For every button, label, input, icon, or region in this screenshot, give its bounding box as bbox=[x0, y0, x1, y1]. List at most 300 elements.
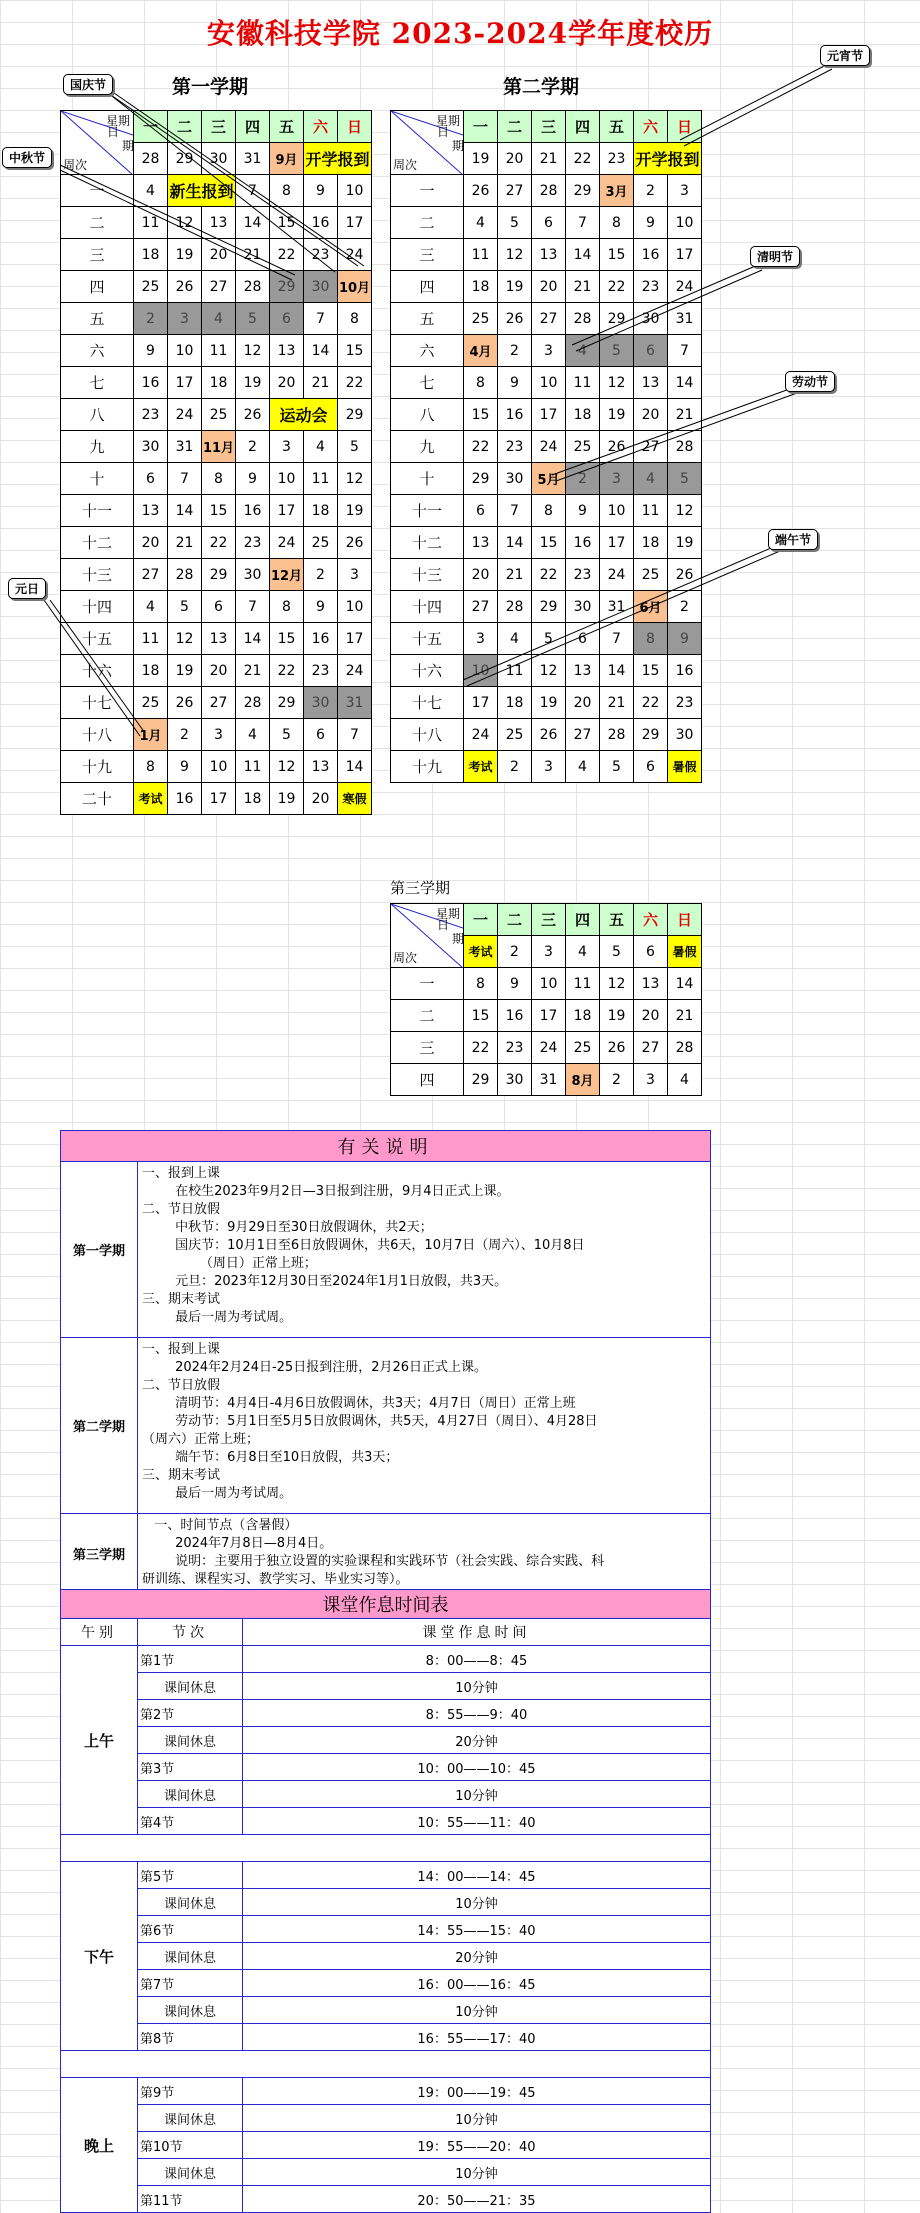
week-row bbox=[61, 207, 372, 239]
day-cell: 2 bbox=[566, 463, 600, 495]
day-cell: 28 bbox=[566, 303, 600, 335]
weekday-header: 一 bbox=[464, 111, 498, 143]
day-cell: 11 bbox=[202, 335, 236, 367]
day-cell: 27 bbox=[634, 1032, 668, 1064]
session-label: 第9节 bbox=[138, 2078, 243, 2105]
week-row bbox=[391, 367, 702, 399]
weekday-header: 五 bbox=[600, 904, 634, 936]
week-number: 一 bbox=[391, 968, 464, 1000]
day-cell: 4 bbox=[134, 175, 168, 207]
week-number: 一 bbox=[61, 175, 134, 207]
weekday-header: 三 bbox=[532, 111, 566, 143]
week-number: 三 bbox=[61, 239, 134, 271]
day-cell: 25 bbox=[202, 399, 236, 431]
day-cell: 暑假 bbox=[668, 936, 702, 968]
day-cell: 17 bbox=[202, 783, 236, 815]
week-number: 十七 bbox=[61, 687, 134, 719]
day-cell: 29 bbox=[464, 1064, 498, 1096]
day-cell: 11 bbox=[304, 463, 338, 495]
weekday-header: 六 bbox=[634, 111, 668, 143]
day-cell: 13 bbox=[202, 207, 236, 239]
day-cell: 13 bbox=[566, 655, 600, 687]
day-cell: 11 bbox=[134, 623, 168, 655]
period-label: 下午 bbox=[61, 1862, 138, 2051]
time-value: 8：55——9：40 bbox=[243, 1700, 711, 1727]
day-cell: 10 bbox=[338, 591, 372, 623]
day-cell: 3月 bbox=[600, 175, 634, 207]
time-value: 16：55——17：40 bbox=[243, 2024, 711, 2051]
time-value: 14：00——14：45 bbox=[243, 1862, 711, 1889]
time-value: 14：55——15：40 bbox=[243, 1916, 711, 1943]
notes-sem3-label: 第三学期 bbox=[61, 1514, 138, 1594]
day-cell: 14 bbox=[236, 207, 270, 239]
day-cell: 8月 bbox=[566, 1064, 600, 1096]
day-cell: 31 bbox=[668, 303, 702, 335]
day-cell: 15 bbox=[270, 207, 304, 239]
week-number: 一 bbox=[391, 175, 464, 207]
day-cell: 8 bbox=[202, 463, 236, 495]
week-row bbox=[391, 1064, 702, 1096]
week-number: 十一 bbox=[61, 495, 134, 527]
day-cell: 9 bbox=[566, 495, 600, 527]
day-cell: 30 bbox=[202, 143, 236, 175]
day-cell: 23 bbox=[668, 687, 702, 719]
day-cell: 31 bbox=[600, 591, 634, 623]
week-row bbox=[61, 623, 372, 655]
day-cell: 10 bbox=[464, 655, 498, 687]
day-cell: 13 bbox=[634, 968, 668, 1000]
day-cell: 6月 bbox=[634, 591, 668, 623]
time-value: 16：00——16：45 bbox=[243, 1970, 711, 1997]
day-cell: 19 bbox=[168, 655, 202, 687]
day-cell: 8 bbox=[134, 751, 168, 783]
day-cell: 13 bbox=[202, 623, 236, 655]
day-cell: 19 bbox=[498, 271, 532, 303]
week-row bbox=[61, 719, 372, 751]
week-number: 十二 bbox=[61, 527, 134, 559]
day-cell: 16 bbox=[498, 1000, 532, 1032]
day-cell: 12 bbox=[532, 655, 566, 687]
day-cell: 12 bbox=[168, 623, 202, 655]
day-cell: 21 bbox=[236, 239, 270, 271]
corner-date-label-2: 期 bbox=[451, 932, 464, 946]
corner-weekday-label: 星期 bbox=[435, 114, 460, 128]
week-number: 五 bbox=[61, 303, 134, 335]
callout-yuandan: 元日 bbox=[8, 578, 46, 599]
day-cell: 20 bbox=[270, 367, 304, 399]
week-number: 十五 bbox=[61, 623, 134, 655]
weekday-header: 日 bbox=[338, 111, 372, 143]
notes-sem2-text: 一、报到上课 2024年2月24日-25日报到注册，2月26日正式上课。 二、节日放假 清明节：4月4日-4月6日放假调休，共3天；4月7日（周日）正常上班 劳动节：5月1日至5月5日放假调休，共5天，4月27日（周日）、4月28日 （周六）正常上班； 端午节：6月8日至10日放假，共3天； 三、期末考试 最后一周为考试周。 bbox=[138, 1338, 711, 1514]
day-cell: 24 bbox=[600, 559, 634, 591]
schedule-spacer bbox=[61, 2051, 711, 2078]
week-number: 十六 bbox=[61, 655, 134, 687]
time-value: 10分钟 bbox=[243, 2159, 711, 2186]
weekday-header: 二 bbox=[498, 904, 532, 936]
day-cell: 15 bbox=[202, 495, 236, 527]
sem1-calendar bbox=[60, 110, 372, 815]
day-cell: 16 bbox=[168, 783, 202, 815]
week-row bbox=[61, 559, 372, 591]
day-cell: 4 bbox=[134, 591, 168, 623]
break-label: 课间休息 bbox=[138, 1727, 243, 1754]
week-row bbox=[61, 431, 372, 463]
day-cell: 19 bbox=[464, 143, 498, 175]
schedule-row bbox=[61, 1943, 711, 1970]
day-cell: 14 bbox=[236, 623, 270, 655]
weekday-header: 二 bbox=[498, 111, 532, 143]
day-cell: 17 bbox=[532, 1000, 566, 1032]
week-row bbox=[391, 271, 702, 303]
day-cell: 11 bbox=[134, 207, 168, 239]
day-cell: 25 bbox=[634, 559, 668, 591]
day-cell: 6 bbox=[532, 207, 566, 239]
day-cell: 6 bbox=[134, 463, 168, 495]
schedule-row bbox=[61, 1700, 711, 1727]
day-cell: 24 bbox=[338, 239, 372, 271]
corner-header bbox=[391, 904, 464, 968]
day-cell: 7 bbox=[668, 335, 702, 367]
day-cell: 12 bbox=[338, 463, 372, 495]
week-number: 二 bbox=[391, 207, 464, 239]
day-cell: 24 bbox=[270, 527, 304, 559]
day-cell: 18 bbox=[464, 271, 498, 303]
day-cell: 20 bbox=[634, 1000, 668, 1032]
time-value: 10分钟 bbox=[243, 1889, 711, 1916]
week-row bbox=[391, 207, 702, 239]
day-cell: 18 bbox=[134, 655, 168, 687]
week-number: 二十 bbox=[61, 783, 134, 815]
day-cell: 29 bbox=[168, 143, 202, 175]
day-cell: 30 bbox=[668, 719, 702, 751]
week-number: 九 bbox=[61, 431, 134, 463]
day-cell: 20 bbox=[202, 655, 236, 687]
day-cell: 6 bbox=[634, 751, 668, 783]
day-cell: 26 bbox=[464, 175, 498, 207]
day-cell: 5 bbox=[338, 431, 372, 463]
schedule-row bbox=[61, 1970, 711, 1997]
week-row bbox=[391, 303, 702, 335]
schedule-row bbox=[61, 1997, 711, 2024]
day-cell: 26 bbox=[600, 1032, 634, 1064]
day-cell: 22 bbox=[532, 559, 566, 591]
week-number: 十八 bbox=[391, 719, 464, 751]
day-cell: 2 bbox=[634, 175, 668, 207]
day-cell: 14 bbox=[168, 495, 202, 527]
day-cell: 23 bbox=[304, 239, 338, 271]
day-cell: 15 bbox=[270, 623, 304, 655]
day-cell: 6 bbox=[304, 719, 338, 751]
callout-guoqing: 国庆节 bbox=[63, 74, 113, 95]
day-cell: 12 bbox=[236, 335, 270, 367]
day-cell: 16 bbox=[304, 207, 338, 239]
week-row bbox=[391, 655, 702, 687]
day-cell: 25 bbox=[464, 303, 498, 335]
schedule-row bbox=[61, 2078, 711, 2105]
col-session: 节次 bbox=[138, 1619, 243, 1646]
day-cell: 6 bbox=[270, 303, 304, 335]
week-row bbox=[391, 399, 702, 431]
day-cell: 6 bbox=[566, 623, 600, 655]
day-cell: 13 bbox=[532, 239, 566, 271]
week-number: 二 bbox=[391, 1000, 464, 1032]
week-number: 八 bbox=[61, 399, 134, 431]
day-cell: 28 bbox=[668, 431, 702, 463]
day-cell: 25 bbox=[566, 1032, 600, 1064]
day-cell: 26 bbox=[600, 431, 634, 463]
week-number: 十 bbox=[391, 463, 464, 495]
schedule-row bbox=[61, 1646, 711, 1673]
weekday-header: 二 bbox=[168, 111, 202, 143]
corner-date-label: 日 bbox=[436, 125, 449, 139]
day-cell: 27 bbox=[202, 687, 236, 719]
day-cell: 10 bbox=[668, 207, 702, 239]
day-cell: 22 bbox=[202, 527, 236, 559]
day-cell: 17 bbox=[338, 623, 372, 655]
week-number: 三 bbox=[391, 239, 464, 271]
time-value: 20：50——21：35 bbox=[243, 2186, 711, 2213]
day-cell: 18 bbox=[134, 239, 168, 271]
schedule-header: 课堂作息时间表 bbox=[61, 1590, 711, 1619]
day-cell: 24 bbox=[532, 1032, 566, 1064]
week-number: 四 bbox=[391, 271, 464, 303]
week-number: 十三 bbox=[61, 559, 134, 591]
day-cell: 4 bbox=[566, 936, 600, 968]
break-label: 课间休息 bbox=[138, 1781, 243, 1808]
day-cell: 22 bbox=[634, 687, 668, 719]
corner-week-label: 周次 bbox=[393, 158, 418, 172]
day-cell: 23 bbox=[498, 431, 532, 463]
day-cell: 16 bbox=[566, 527, 600, 559]
sem3-title: 第三学期 bbox=[390, 879, 451, 897]
day-cell: 5 bbox=[600, 751, 634, 783]
notes-table bbox=[60, 1130, 711, 1594]
day-cell: 26 bbox=[338, 527, 372, 559]
sem2-calendar bbox=[390, 110, 702, 783]
day-cell: 28 bbox=[168, 559, 202, 591]
session-label: 第4节 bbox=[138, 1808, 243, 1835]
day-cell: 11 bbox=[566, 367, 600, 399]
week-row bbox=[391, 623, 702, 655]
day-cell: 17 bbox=[270, 495, 304, 527]
day-cell: 13 bbox=[270, 335, 304, 367]
period-label: 上午 bbox=[61, 1646, 138, 1835]
corner-header bbox=[61, 111, 134, 175]
day-cell: 7 bbox=[338, 719, 372, 751]
week-row bbox=[61, 495, 372, 527]
day-cell: 21 bbox=[600, 687, 634, 719]
weekday-header: 四 bbox=[566, 904, 600, 936]
day-cell: 22 bbox=[338, 367, 372, 399]
week-number: 三 bbox=[391, 1032, 464, 1064]
day-cell: 8 bbox=[532, 495, 566, 527]
day-cell: 11 bbox=[498, 655, 532, 687]
corner-date-label-2: 期 bbox=[451, 139, 464, 153]
day-cell: 11月 bbox=[202, 431, 236, 463]
week-number: 十九 bbox=[61, 751, 134, 783]
callout-laodong: 劳动节 bbox=[785, 371, 835, 392]
day-cell: 11 bbox=[236, 751, 270, 783]
session-label: 第6节 bbox=[138, 1916, 243, 1943]
week-number: 十二 bbox=[391, 527, 464, 559]
day-cell: 6 bbox=[634, 335, 668, 367]
day-cell: 7 bbox=[600, 623, 634, 655]
day-cell: 5 bbox=[168, 591, 202, 623]
day-cell: 9 bbox=[634, 207, 668, 239]
day-cell: 6 bbox=[634, 936, 668, 968]
day-cell: 20 bbox=[464, 559, 498, 591]
weekday-header: 日 bbox=[668, 904, 702, 936]
week-row bbox=[391, 1032, 702, 1064]
day-cell: 16 bbox=[134, 367, 168, 399]
day-cell: 11 bbox=[566, 968, 600, 1000]
corner-weekday-label: 星期 bbox=[105, 114, 130, 128]
day-cell: 17 bbox=[338, 207, 372, 239]
day-cell: 27 bbox=[498, 175, 532, 207]
week-row bbox=[391, 559, 702, 591]
day-cell: 2 bbox=[304, 559, 338, 591]
week-number: 九 bbox=[391, 431, 464, 463]
week-number: 七 bbox=[391, 367, 464, 399]
day-cell: 寒假 bbox=[338, 783, 372, 815]
day-cell: 3 bbox=[464, 623, 498, 655]
week-row bbox=[61, 367, 372, 399]
day-cell: 28 bbox=[498, 591, 532, 623]
page-title: 安徽科技学院 2023-2024学年度校历 bbox=[206, 17, 714, 50]
sem2-title: 第二学期 bbox=[503, 76, 580, 98]
day-cell: 17 bbox=[168, 367, 202, 399]
class-schedule-table bbox=[60, 1589, 711, 2213]
week-row bbox=[61, 335, 372, 367]
day-cell: 10月 bbox=[338, 271, 372, 303]
day-cell: 31 bbox=[168, 431, 202, 463]
day-cell: 4 bbox=[668, 1064, 702, 1096]
day-cell: 14 bbox=[304, 335, 338, 367]
day-cell: 4 bbox=[236, 719, 270, 751]
session-label: 第3节 bbox=[138, 1754, 243, 1781]
period-label: 晚上 bbox=[61, 2078, 138, 2213]
day-cell: 27 bbox=[634, 431, 668, 463]
weekday-header: 五 bbox=[600, 111, 634, 143]
corner-weekday-label: 星期 bbox=[435, 907, 460, 921]
day-cell: 25 bbox=[134, 271, 168, 303]
day-cell: 28 bbox=[236, 687, 270, 719]
day-cell: 28 bbox=[600, 719, 634, 751]
day-cell: 4 bbox=[498, 623, 532, 655]
day-cell: 10 bbox=[532, 367, 566, 399]
day-cell: 3 bbox=[634, 1064, 668, 1096]
time-value: 19：55——20：40 bbox=[243, 2132, 711, 2159]
day-cell: 23 bbox=[600, 143, 634, 175]
notes-sem1-label: 第一学期 bbox=[61, 1162, 138, 1338]
day-cell: 运动会 bbox=[270, 399, 338, 431]
day-cell: 12 bbox=[270, 751, 304, 783]
day-cell: 30 bbox=[498, 463, 532, 495]
week-row bbox=[391, 463, 702, 495]
weekday-header: 四 bbox=[566, 111, 600, 143]
week-row bbox=[391, 1000, 702, 1032]
day-cell: 29 bbox=[600, 303, 634, 335]
time-value: 10分钟 bbox=[243, 1673, 711, 1700]
session-label: 第8节 bbox=[138, 2024, 243, 2051]
schedule-row bbox=[61, 2186, 711, 2213]
week-row bbox=[61, 399, 372, 431]
day-cell: 7 bbox=[236, 591, 270, 623]
day-cell: 6 bbox=[202, 591, 236, 623]
corner-date-label-2: 期 bbox=[121, 139, 134, 153]
day-cell: 17 bbox=[600, 527, 634, 559]
day-cell: 18 bbox=[498, 687, 532, 719]
notes-sem1-text: 一、报到上课 在校生2023年9月2日—3日报到注册，9月4日正式上课。 二、节日放假 中秋节：9月29日至30日放假调休，共2天； 国庆节：10月1日至6日放假调休，共6天，10月7日（周六）、10月8日 （周日）正常上班； 元旦：2023年12月30日至2024年1月1日放假，共3天。 三、期末考试 最后一周为考试周。 bbox=[138, 1162, 711, 1338]
day-cell: 28 bbox=[668, 1032, 702, 1064]
week-row bbox=[391, 527, 702, 559]
day-cell: 28 bbox=[532, 175, 566, 207]
day-cell: 26 bbox=[168, 271, 202, 303]
week-number: 五 bbox=[391, 303, 464, 335]
day-cell: 20 bbox=[634, 399, 668, 431]
callout-duanwu: 端午节 bbox=[768, 529, 818, 550]
day-cell: 29 bbox=[532, 591, 566, 623]
day-cell: 10 bbox=[270, 463, 304, 495]
day-cell: 14 bbox=[600, 655, 634, 687]
week-row bbox=[391, 495, 702, 527]
day-cell: 9月 bbox=[270, 143, 304, 175]
day-cell: 12 bbox=[668, 495, 702, 527]
weekday-header: 五 bbox=[270, 111, 304, 143]
day-cell: 3 bbox=[532, 335, 566, 367]
day-cell: 22 bbox=[600, 271, 634, 303]
day-cell: 5 bbox=[668, 463, 702, 495]
day-cell: 2 bbox=[668, 591, 702, 623]
col-period: 午别 bbox=[61, 1619, 138, 1646]
day-cell: 2 bbox=[498, 751, 532, 783]
week-number: 四 bbox=[61, 271, 134, 303]
day-cell: 21 bbox=[566, 271, 600, 303]
day-cell: 24 bbox=[668, 271, 702, 303]
day-cell: 19 bbox=[600, 399, 634, 431]
day-cell: 11 bbox=[464, 239, 498, 271]
week-row bbox=[61, 527, 372, 559]
day-cell: 12月 bbox=[270, 559, 304, 591]
day-cell: 15 bbox=[634, 655, 668, 687]
day-cell: 15 bbox=[338, 335, 372, 367]
day-cell: 19 bbox=[338, 495, 372, 527]
day-cell: 4月 bbox=[464, 335, 498, 367]
day-cell: 14 bbox=[338, 751, 372, 783]
session-label: 第5节 bbox=[138, 1862, 243, 1889]
corner-header bbox=[391, 111, 464, 175]
day-cell: 4 bbox=[464, 207, 498, 239]
weekday-header: 三 bbox=[532, 904, 566, 936]
day-cell: 21 bbox=[668, 399, 702, 431]
day-cell: 20 bbox=[202, 239, 236, 271]
day-cell: 8 bbox=[338, 303, 372, 335]
day-cell: 23 bbox=[236, 527, 270, 559]
day-cell: 10 bbox=[338, 175, 372, 207]
day-cell: 8 bbox=[464, 367, 498, 399]
day-cell: 8 bbox=[634, 623, 668, 655]
week-row bbox=[61, 239, 372, 271]
day-cell: 31 bbox=[338, 687, 372, 719]
day-cell: 10 bbox=[600, 495, 634, 527]
day-cell: 6 bbox=[464, 495, 498, 527]
notes-header: 有关说明 bbox=[61, 1131, 711, 1162]
day-cell: 19 bbox=[236, 367, 270, 399]
day-cell: 30 bbox=[134, 431, 168, 463]
week-row bbox=[391, 335, 702, 367]
time-value: 19：00——19：45 bbox=[243, 2078, 711, 2105]
day-cell: 25 bbox=[498, 719, 532, 751]
